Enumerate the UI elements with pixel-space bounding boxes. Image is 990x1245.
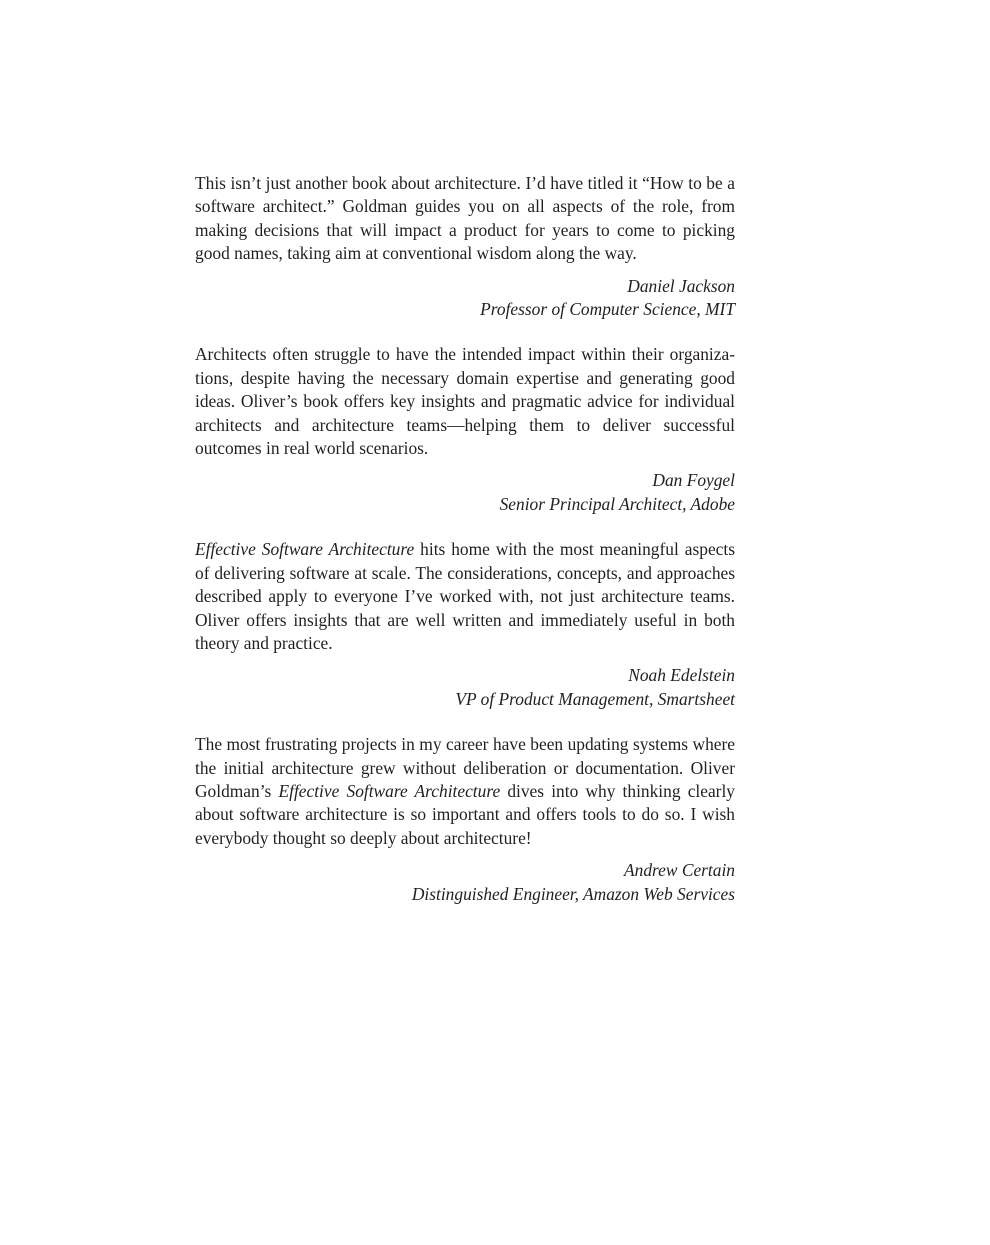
quote-segment: This isn’t just another book about architecture. I’d have titled it “How to be a software architect.” Goldman guides you on all aspects of the role, from making decisions that will impact a product for years to come to picking good names, taking aim at conventional wisdom along the way. — [195, 173, 735, 264]
endorser-title: Professor of Computer Science, MIT — [480, 299, 735, 320]
endorsement-quote — [195, 538, 735, 655]
endorsements-page — [195, 172, 735, 928]
endorsement-attribution — [195, 664, 735, 711]
endorser-title: Senior Principal Architect, Adobe — [499, 493, 735, 514]
quote-segment: Architects often struggle to have the intended impact within their organizations, despite having the necessary domain expertise and generating good ideas. Oliver’s book offers key insights and pragmatic advice for individual architects and architecture teams—helping them to deliver successful outcomes in real world scenarios. — [195, 344, 735, 459]
endorsement-quote — [195, 343, 735, 460]
endorsement-quote — [195, 172, 735, 266]
endorser-title: VP of Product Management, Smartsheet — [455, 688, 735, 709]
quote-segment: dives into why thinking clearly about software architecture is so important and offers tools to do so. I wish everybody thought so deeply about architecture! — [195, 780, 736, 848]
endorser-name: Andrew Certain — [624, 860, 735, 881]
endorser-title: Distinguished Engineer, Amazon Web Services — [411, 883, 735, 904]
book-title: Effective Software Architecture — [278, 780, 501, 801]
endorsement-2 — [195, 343, 735, 516]
quote-segment: hits home with the most meaningful aspects of delivering software at scale. The considerations, concepts, and approaches described apply to everyone I’ve worked with, not just architecture teams. Oliver offers insights that are well written and immediately useful in both theory and practice. — [195, 539, 735, 653]
endorsement-4 — [195, 733, 735, 906]
endorsement-1 — [195, 172, 735, 321]
endorsement-attribution — [195, 275, 735, 322]
book-title: Effective Software Architecture — [195, 539, 415, 560]
endorsement-quote — [195, 733, 735, 850]
endorser-name: Dan Foygel — [652, 470, 735, 491]
endorser-name: Daniel Jackson — [627, 275, 735, 296]
endorser-name: Noah Edelstein — [628, 665, 735, 686]
endorsement-attribution — [195, 469, 735, 516]
endorsement-3 — [195, 538, 735, 711]
quote-segment: The most frustrating projects in my career have been updating systems where the initial architecture grew without deliberation or documentation. Oliver Goldman’s — [195, 734, 735, 801]
endorsement-attribution — [195, 859, 735, 906]
